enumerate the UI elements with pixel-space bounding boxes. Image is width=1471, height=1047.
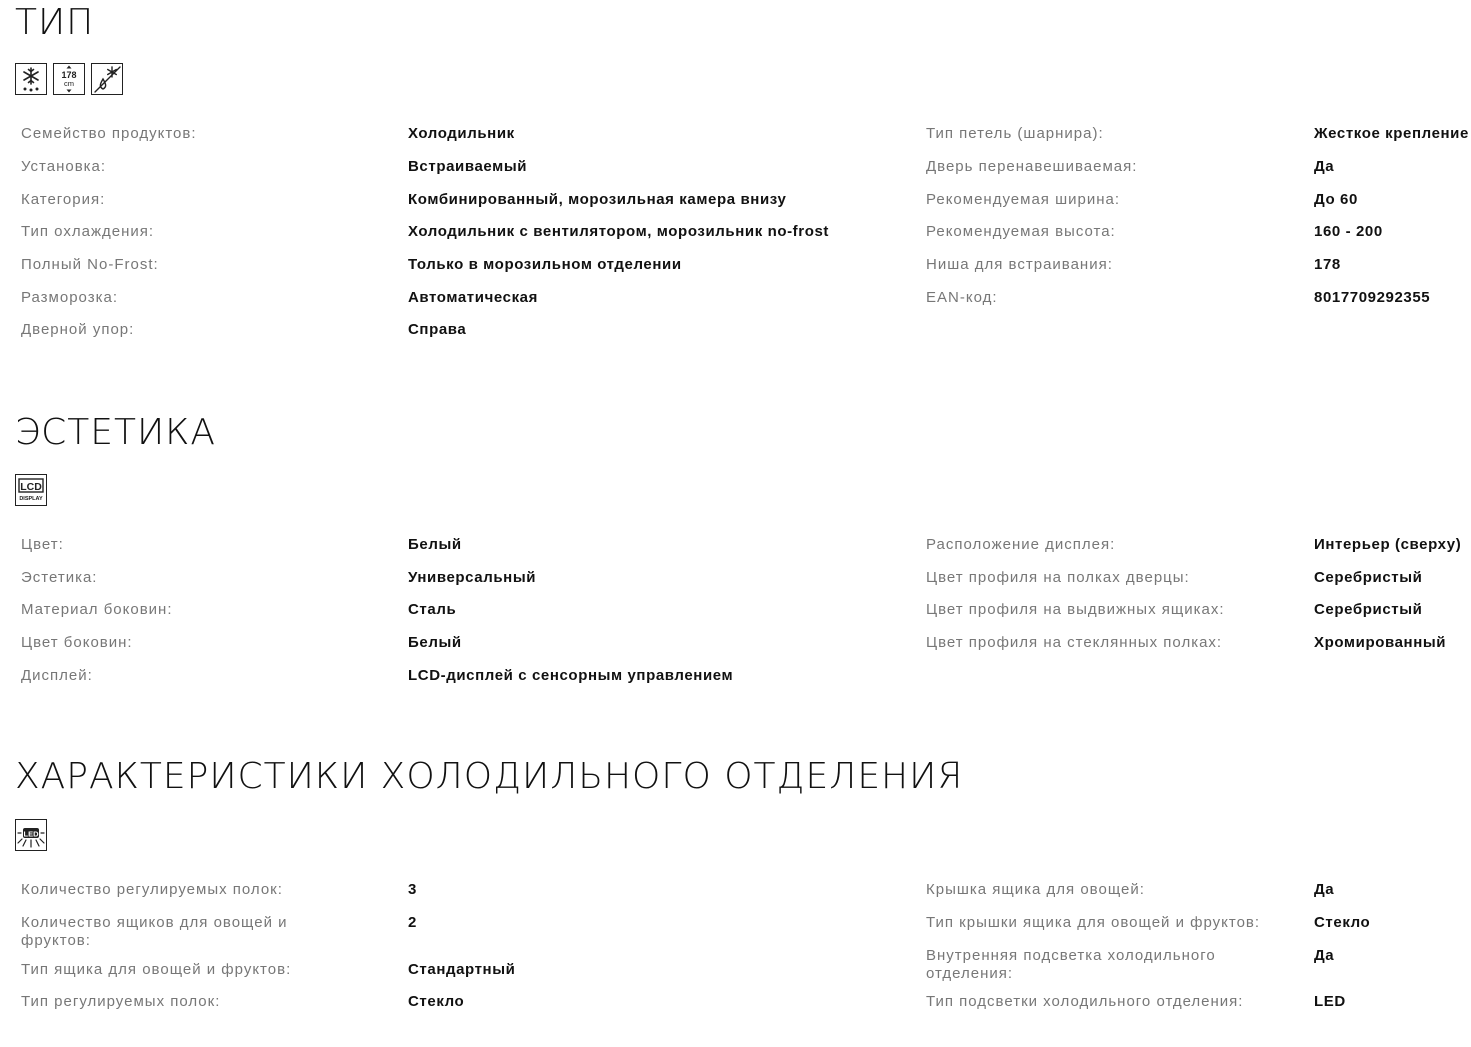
spec-label: Цвет: xyxy=(21,536,64,553)
spec-label: Крышка ящика для овощей: xyxy=(926,881,1145,898)
snowflake-drops-icon xyxy=(15,63,47,95)
spec-value: Серебристый xyxy=(1314,569,1423,586)
spec-value: Хромированный xyxy=(1314,634,1447,651)
spec-label: Количество регулируемых полок: xyxy=(21,881,283,898)
spec-label: Количество ящиков для овощей и фруктов: xyxy=(21,914,288,949)
spec-value: LCD-дисплей с сенсорным управлением xyxy=(408,667,734,684)
section-title: ХАРАКТЕРИСТИКИ ХОЛОДИЛЬНОГО ОТДЕЛЕНИЯ xyxy=(15,756,964,797)
spec-label: Расположение дисплея: xyxy=(926,536,1116,553)
spec-label: Цвет профиля на выдвижных ящиках: xyxy=(926,601,1225,618)
spec-value: Стекло xyxy=(408,993,465,1010)
spec-value: LED xyxy=(1314,993,1346,1010)
spec-value: Белый xyxy=(408,536,462,553)
spec-value: Серебристый xyxy=(1314,601,1423,618)
section-title: ЭСТЕТИКА xyxy=(15,412,217,453)
spec-label: Дверной упор: xyxy=(21,321,135,338)
spec-value: 3 xyxy=(408,881,417,898)
spec-value: Да xyxy=(1314,947,1335,964)
icon-display-text: DISPLAY xyxy=(19,496,43,502)
feature-icons xyxy=(15,63,123,95)
spec-value: 8017709292355 xyxy=(1314,289,1431,306)
spec-label: Тип петель (шарнира): xyxy=(926,125,1104,142)
icon-height-text: 178 xyxy=(61,70,77,80)
feature-icons xyxy=(15,819,47,851)
spec-value: Жесткое крепление xyxy=(1314,125,1469,142)
spec-value: Стандартный xyxy=(408,961,516,978)
spec-label: Дисплей: xyxy=(21,667,93,684)
spec-value: Холодильник с вентилятором, морозильник no-frost xyxy=(408,223,830,240)
spec-label: Тип ящика для овощей и фруктов: xyxy=(21,961,292,978)
spec-label: Цвет боковин: xyxy=(21,634,133,651)
spec-label: Эстетика: xyxy=(21,569,98,586)
spec-label: Тип охлаждения: xyxy=(21,223,155,240)
icon-led-text: LED xyxy=(23,829,39,839)
spec-value: Белый xyxy=(408,634,462,651)
spec-label: Семейство продуктов: xyxy=(21,125,197,142)
led-light-icon xyxy=(15,819,47,851)
spec-label: Разморозка: xyxy=(21,289,119,306)
no-frost-icon xyxy=(91,63,123,95)
spec-label: Полный No-Frost: xyxy=(21,256,159,273)
spec-label: Категория: xyxy=(21,191,106,208)
feature-icons xyxy=(15,474,47,506)
spec-label: Тип подсветки холодильного отделения: xyxy=(926,993,1244,1010)
height-178cm-icon xyxy=(53,63,85,95)
section-title: ТИП xyxy=(15,2,95,43)
lcd-display-icon xyxy=(15,474,47,506)
icon-unit-text: cm xyxy=(64,79,74,88)
spec-label: EAN-код: xyxy=(926,289,998,306)
spec-value: Универсальный xyxy=(408,569,537,586)
spec-value: До 60 xyxy=(1314,191,1358,208)
spec-value: Автоматическая xyxy=(408,289,538,306)
spec-label: Тип крышки ящика для овощей и фруктов: xyxy=(926,914,1261,931)
spec-label: Рекомендуемая ширина: xyxy=(926,191,1120,208)
spec-label: Установка: xyxy=(21,158,107,175)
spec-label: Ниша для встраивания: xyxy=(926,256,1113,273)
spec-label: Цвет профиля на стеклянных полках: xyxy=(926,634,1223,651)
spec-value: Да xyxy=(1314,881,1335,898)
spec-value: Комбинированный, морозильная камера внизу xyxy=(408,191,787,208)
spec-value: Стекло xyxy=(1314,914,1371,931)
spec-value: Справа xyxy=(408,321,467,338)
spec-value: Интерьер (сверху) xyxy=(1314,536,1462,553)
spec-label: Рекомендуемая высота: xyxy=(926,223,1116,240)
spec-value: 178 xyxy=(1314,256,1341,273)
spec-label: Материал боковин: xyxy=(21,601,173,618)
spec-label: Тип регулируемых полок: xyxy=(21,993,221,1010)
spec-value: Только в морозильном отделении xyxy=(408,256,682,273)
spec-value: Холодильник xyxy=(408,125,515,142)
spec-label: Цвет профиля на полках дверцы: xyxy=(926,569,1190,586)
icon-lcd-text: LCD xyxy=(20,481,42,493)
spec-value: Встраиваемый xyxy=(408,158,528,175)
spec-label: Дверь перенавешиваемая: xyxy=(926,158,1138,175)
spec-label: Внутренняя подсветка холодильного отделения: xyxy=(926,947,1216,982)
spec-value: Сталь xyxy=(408,601,457,618)
spec-value: Да xyxy=(1314,158,1335,175)
spec-value: 160 - 200 xyxy=(1314,223,1383,240)
spec-value: 2 xyxy=(408,914,417,931)
